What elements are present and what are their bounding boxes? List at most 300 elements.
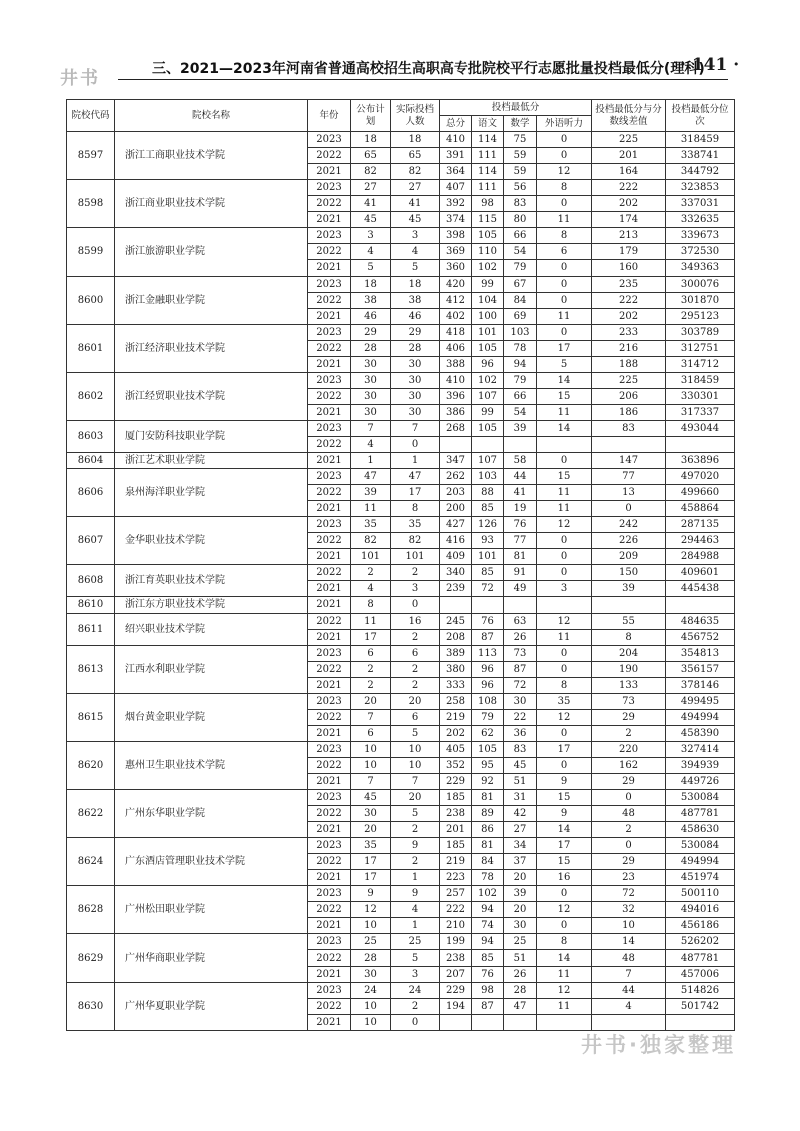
cell-actual: 2: [391, 629, 440, 645]
cell-plan: 24: [351, 982, 391, 998]
cell-total: [440, 1014, 472, 1030]
cell-rank: 394939: [666, 757, 735, 773]
cell-math: 80: [504, 212, 537, 228]
cell-rank: 314712: [666, 356, 735, 372]
cell-listening: 8: [537, 228, 592, 244]
cell-total: 364: [440, 164, 472, 180]
cell-diff: 13: [592, 485, 666, 501]
cell-math: 30: [504, 693, 537, 709]
cell-listening: 0: [537, 661, 592, 677]
school-code: 8622: [67, 790, 115, 838]
cell-chinese: 98: [472, 982, 504, 998]
school-name: 浙江经贸职业技术学院: [115, 372, 308, 420]
header-code: 院校代码: [67, 100, 115, 132]
school-name: 厦门安防科技职业学院: [115, 420, 308, 452]
cell-plan: 27: [351, 180, 391, 196]
cell-actual: 4: [391, 902, 440, 918]
cell-year: 2021: [308, 404, 351, 420]
cell-total: 200: [440, 501, 472, 517]
cell-actual: 3: [391, 228, 440, 244]
school-name: 浙江商业职业技术学院: [115, 180, 308, 228]
cell-rank: 458630: [666, 822, 735, 838]
school-code: 8602: [67, 372, 115, 420]
cell-total: 258: [440, 693, 472, 709]
cell-chinese: 111: [472, 180, 504, 196]
cell-total: 239: [440, 581, 472, 597]
cell-listening: 11: [537, 998, 592, 1014]
cell-actual: 1: [391, 453, 440, 469]
cell-total: 257: [440, 886, 472, 902]
cell-diff: 188: [592, 356, 666, 372]
cell-total: 185: [440, 838, 472, 854]
cell-rank: 344792: [666, 164, 735, 180]
cell-math: 31: [504, 790, 537, 806]
cell-chinese: 102: [472, 260, 504, 276]
cell-total: [440, 436, 472, 452]
cell-listening: 15: [537, 854, 592, 870]
cell-chinese: 81: [472, 838, 504, 854]
header-rule: [118, 79, 728, 80]
cell-year: 2022: [308, 196, 351, 212]
cell-math: [504, 436, 537, 452]
cell-total: 405: [440, 741, 472, 757]
table-row: [67, 372, 735, 388]
cell-total: 201: [440, 822, 472, 838]
cell-actual: 6: [391, 709, 440, 725]
table-row: [67, 693, 735, 709]
cell-listening: 15: [537, 388, 592, 404]
cell-rank: 487781: [666, 950, 735, 966]
cell-total: 229: [440, 982, 472, 998]
table-row: [67, 886, 735, 902]
cell-year: 2022: [308, 661, 351, 677]
school-name: 浙江金融职业学院: [115, 276, 308, 324]
cell-diff: 133: [592, 677, 666, 693]
cell-rank: 456186: [666, 918, 735, 934]
cell-rank: 337031: [666, 196, 735, 212]
cell-listening: 12: [537, 517, 592, 533]
cell-math: 34: [504, 838, 537, 854]
cell-plan: 20: [351, 693, 391, 709]
cell-total: 223: [440, 870, 472, 886]
cell-chinese: 94: [472, 934, 504, 950]
cell-rank: [666, 597, 735, 613]
cell-total: 398: [440, 228, 472, 244]
cell-plan: 47: [351, 469, 391, 485]
cell-actual: 2: [391, 998, 440, 1014]
cell-year: 2023: [308, 838, 351, 854]
cell-math: 94: [504, 356, 537, 372]
cell-diff: 216: [592, 340, 666, 356]
cell-diff: 0: [592, 790, 666, 806]
cell-actual: 3: [391, 581, 440, 597]
cell-plan: 38: [351, 292, 391, 308]
cell-actual: 82: [391, 533, 440, 549]
cell-plan: 30: [351, 404, 391, 420]
cell-math: 22: [504, 709, 537, 725]
cell-math: 66: [504, 228, 537, 244]
cell-chinese: 78: [472, 870, 504, 886]
cell-rank: 303789: [666, 324, 735, 340]
cell-chinese: 104: [472, 292, 504, 308]
cell-listening: 12: [537, 709, 592, 725]
cell-listening: 12: [537, 982, 592, 998]
cell-year: 2023: [308, 693, 351, 709]
cell-math: 69: [504, 308, 537, 324]
cell-diff: 0: [592, 838, 666, 854]
cell-year: 2021: [308, 501, 351, 517]
school-code: 8629: [67, 934, 115, 982]
cell-diff: 233: [592, 324, 666, 340]
cell-rank: 323853: [666, 180, 735, 196]
cell-year: 2022: [308, 613, 351, 629]
cell-diff: 201: [592, 148, 666, 164]
cell-year: 2023: [308, 517, 351, 533]
cell-year: 2021: [308, 260, 351, 276]
cell-rank: 356157: [666, 661, 735, 677]
cell-chinese: 101: [472, 549, 504, 565]
cell-actual: 9: [391, 838, 440, 854]
page-header: [0, 0, 800, 89]
cell-listening: 14: [537, 822, 592, 838]
cell-total: 238: [440, 950, 472, 966]
school-name: 烟台黄金职业学院: [115, 693, 308, 741]
cell-year: 2023: [308, 420, 351, 436]
cell-math: 87: [504, 661, 537, 677]
cell-total: 416: [440, 533, 472, 549]
cell-chinese: 105: [472, 741, 504, 757]
cell-listening: 0: [537, 292, 592, 308]
cell-total: 412: [440, 292, 472, 308]
cell-math: 75: [504, 132, 537, 148]
watermark: 井书·独家整理: [581, 1033, 736, 1057]
cell-actual: 20: [391, 790, 440, 806]
cell-plan: 17: [351, 870, 391, 886]
cell-rank: 501742: [666, 998, 735, 1014]
cell-actual: 8: [391, 501, 440, 517]
cell-plan: 20: [351, 822, 391, 838]
cell-plan: 35: [351, 517, 391, 533]
cell-diff: 0: [592, 501, 666, 517]
cell-rank: [666, 436, 735, 452]
cell-listening: 0: [537, 757, 592, 773]
cell-diff: 174: [592, 212, 666, 228]
page-number: · 141 ·: [680, 55, 740, 75]
school-name: 广州华商职业学院: [115, 934, 308, 982]
cell-listening: 0: [537, 324, 592, 340]
cell-rank: 372530: [666, 244, 735, 260]
cell-rank: 451974: [666, 870, 735, 886]
cell-chinese: 88: [472, 485, 504, 501]
cell-total: 194: [440, 998, 472, 1014]
cell-rank: 499495: [666, 693, 735, 709]
cell-chinese: 89: [472, 806, 504, 822]
cell-rank: 487781: [666, 806, 735, 822]
cell-actual: 47: [391, 469, 440, 485]
cell-math: 28: [504, 982, 537, 998]
cell-listening: [537, 597, 592, 613]
cell-listening: 17: [537, 741, 592, 757]
cell-diff: 160: [592, 260, 666, 276]
cell-rank: 330301: [666, 388, 735, 404]
cell-total: 340: [440, 565, 472, 581]
cell-year: 2021: [308, 918, 351, 934]
school-code: 8599: [67, 228, 115, 276]
school-code: 8610: [67, 597, 115, 613]
cell-listening: 14: [537, 420, 592, 436]
cell-actual: 38: [391, 292, 440, 308]
cell-math: 51: [504, 773, 537, 789]
cell-diff: 48: [592, 950, 666, 966]
cell-chinese: 96: [472, 661, 504, 677]
cell-plan: 29: [351, 324, 391, 340]
cell-total: 407: [440, 180, 472, 196]
cell-actual: 5: [391, 725, 440, 741]
cell-chinese: 94: [472, 902, 504, 918]
cell-rank: 500110: [666, 886, 735, 902]
cell-rank: 458390: [666, 725, 735, 741]
cell-plan: 7: [351, 709, 391, 725]
cell-rank: 295123: [666, 308, 735, 324]
table-row: [67, 180, 735, 196]
cell-chinese: 100: [472, 308, 504, 324]
cell-diff: 190: [592, 661, 666, 677]
cell-diff: 179: [592, 244, 666, 260]
cell-listening: 16: [537, 870, 592, 886]
cell-actual: 2: [391, 822, 440, 838]
cell-diff: 7: [592, 966, 666, 982]
cell-total: 386: [440, 404, 472, 420]
table-row: [67, 982, 735, 998]
cell-plan: 3: [351, 228, 391, 244]
cell-plan: 28: [351, 340, 391, 356]
cell-actual: 18: [391, 132, 440, 148]
cell-year: 2022: [308, 292, 351, 308]
cell-listening: 17: [537, 340, 592, 356]
cell-diff: 77: [592, 469, 666, 485]
cell-year: 2021: [308, 453, 351, 469]
cell-rank: [666, 1014, 735, 1030]
cell-year: 2022: [308, 565, 351, 581]
cell-actual: 17: [391, 485, 440, 501]
table-row: [67, 565, 735, 581]
table-row: [67, 790, 735, 806]
cell-listening: 11: [537, 629, 592, 645]
cell-rank: 530084: [666, 838, 735, 854]
cell-math: 54: [504, 404, 537, 420]
cell-chinese: [472, 597, 504, 613]
cell-total: 418: [440, 324, 472, 340]
cell-rank: 349363: [666, 260, 735, 276]
cell-year: 2021: [308, 1014, 351, 1030]
cell-rank: 494016: [666, 902, 735, 918]
cell-total: 210: [440, 918, 472, 934]
cell-rank: 526202: [666, 934, 735, 950]
cell-rank: 499660: [666, 485, 735, 501]
cell-total: 202: [440, 725, 472, 741]
cell-actual: 82: [391, 164, 440, 180]
school-code: 8603: [67, 420, 115, 452]
cell-year: 2022: [308, 485, 351, 501]
cell-listening: 11: [537, 485, 592, 501]
cell-actual: 20: [391, 693, 440, 709]
school-code: 8598: [67, 180, 115, 228]
cell-math: 72: [504, 677, 537, 693]
cell-actual: 41: [391, 196, 440, 212]
cell-listening: 0: [537, 533, 592, 549]
cell-year: 2023: [308, 372, 351, 388]
cell-total: 352: [440, 757, 472, 773]
cell-plan: 2: [351, 661, 391, 677]
cell-year: 2021: [308, 164, 351, 180]
cell-total: 219: [440, 854, 472, 870]
cell-total: 374: [440, 212, 472, 228]
cell-math: 83: [504, 196, 537, 212]
cell-actual: 3: [391, 966, 440, 982]
cell-chinese: 85: [472, 565, 504, 581]
table-row: [67, 613, 735, 629]
header-chinese: 语文: [472, 116, 504, 132]
cell-listening: 0: [537, 565, 592, 581]
cell-listening: 3: [537, 581, 592, 597]
cell-year: 2021: [308, 773, 351, 789]
cell-chinese: 126: [472, 517, 504, 533]
cell-plan: 41: [351, 196, 391, 212]
cell-math: 37: [504, 854, 537, 870]
cell-chinese: 99: [472, 404, 504, 420]
cell-plan: 9: [351, 886, 391, 902]
cell-rank: 300076: [666, 276, 735, 292]
cell-math: 20: [504, 870, 537, 886]
cell-diff: 29: [592, 709, 666, 725]
header-plan: 公布计划: [351, 100, 391, 132]
cell-listening: 11: [537, 212, 592, 228]
cell-actual: 35: [391, 517, 440, 533]
cell-diff: 162: [592, 757, 666, 773]
header-name: 院校名称: [115, 100, 308, 132]
cell-total: 391: [440, 148, 472, 164]
cell-chinese: 105: [472, 420, 504, 436]
cell-listening: 0: [537, 645, 592, 661]
cell-actual: 10: [391, 757, 440, 773]
cell-math: 59: [504, 148, 537, 164]
cell-rank: 332635: [666, 212, 735, 228]
cell-year: 2023: [308, 132, 351, 148]
school-name: 金华职业技术学院: [115, 517, 308, 565]
cell-actual: 0: [391, 597, 440, 613]
cell-math: 39: [504, 886, 537, 902]
cell-rank: 318459: [666, 132, 735, 148]
header-total: 总分: [440, 116, 472, 132]
cell-actual: 29: [391, 324, 440, 340]
cell-plan: 39: [351, 485, 391, 501]
cell-actual: 0: [391, 1014, 440, 1030]
cell-diff: 235: [592, 276, 666, 292]
cell-plan: 8: [351, 597, 391, 613]
cell-listening: 0: [537, 196, 592, 212]
cell-total: 388: [440, 356, 472, 372]
school-name: 浙江旅游职业学院: [115, 228, 308, 276]
cell-rank: 317337: [666, 404, 735, 420]
cell-diff: 10: [592, 918, 666, 934]
cell-total: 360: [440, 260, 472, 276]
cell-rank: 456752: [666, 629, 735, 645]
table-row: [67, 324, 735, 340]
cell-total: 389: [440, 645, 472, 661]
cell-plan: 12: [351, 902, 391, 918]
cell-chinese: 76: [472, 966, 504, 982]
cell-plan: 30: [351, 356, 391, 372]
cell-plan: 4: [351, 581, 391, 597]
cell-diff: [592, 597, 666, 613]
cell-year: 2023: [308, 180, 351, 196]
cell-listening: 14: [537, 950, 592, 966]
cell-year: 2023: [308, 469, 351, 485]
school-code: 8624: [67, 838, 115, 886]
cell-actual: 2: [391, 565, 440, 581]
cell-plan: 6: [351, 725, 391, 741]
cell-math: 91: [504, 565, 537, 581]
cell-math: 103: [504, 324, 537, 340]
cell-chinese: 108: [472, 693, 504, 709]
school-name: 浙江东方职业技术学院: [115, 597, 308, 613]
cell-rank: 284988: [666, 549, 735, 565]
cell-total: 406: [440, 340, 472, 356]
cell-chinese: 72: [472, 581, 504, 597]
cell-actual: 45: [391, 212, 440, 228]
cell-plan: 10: [351, 998, 391, 1014]
school-code: 8613: [67, 645, 115, 693]
cell-diff: 213: [592, 228, 666, 244]
school-name: 广东酒店管理职业技术学院: [115, 838, 308, 886]
cell-math: 36: [504, 725, 537, 741]
cell-plan: 10: [351, 741, 391, 757]
cell-year: 2021: [308, 677, 351, 693]
cell-plan: 35: [351, 838, 391, 854]
cell-year: 2021: [308, 308, 351, 324]
cell-actual: 7: [391, 420, 440, 436]
cell-rank: 363896: [666, 453, 735, 469]
cell-plan: 82: [351, 164, 391, 180]
table-row: [67, 453, 735, 469]
cell-math: 45: [504, 757, 537, 773]
school-name: 广州东华职业学院: [115, 790, 308, 838]
cell-year: 2023: [308, 324, 351, 340]
cell-actual: 0: [391, 436, 440, 452]
cell-math: [504, 597, 537, 613]
cell-rank: 530084: [666, 790, 735, 806]
cell-year: 2023: [308, 276, 351, 292]
cell-total: 185: [440, 790, 472, 806]
cell-math: 19: [504, 501, 537, 517]
header-diff: 投档最低分与分数线差值: [592, 100, 666, 132]
cell-year: 2021: [308, 822, 351, 838]
cell-total: 268: [440, 420, 472, 436]
cell-rank: 493044: [666, 420, 735, 436]
cell-actual: 1: [391, 870, 440, 886]
cell-listening: 6: [537, 244, 592, 260]
cell-total: 380: [440, 661, 472, 677]
header-actual: 实际投档人数: [391, 100, 440, 132]
cell-year: 2022: [308, 902, 351, 918]
cell-chinese: 113: [472, 645, 504, 661]
cell-plan: 6: [351, 645, 391, 661]
school-code: 8600: [67, 276, 115, 324]
cell-year: 2021: [308, 356, 351, 372]
cell-listening: 35: [537, 693, 592, 709]
cell-diff: 222: [592, 180, 666, 196]
cell-math: 58: [504, 453, 537, 469]
